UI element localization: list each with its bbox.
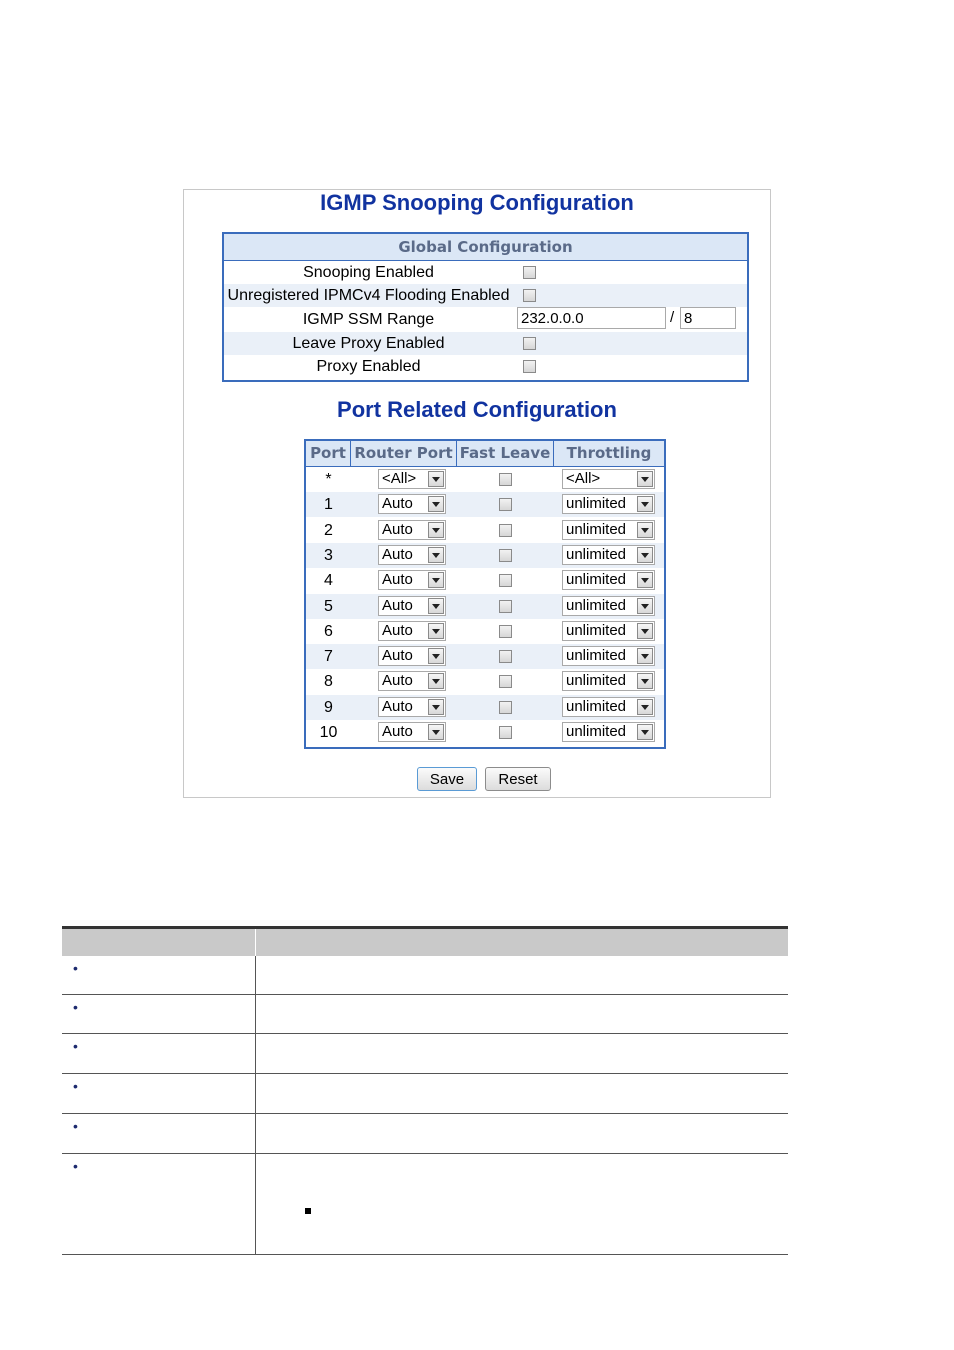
fast-leave-checkbox[interactable] [499,675,512,688]
port-number: 2 [324,521,333,539]
dropdown-arrow-icon[interactable] [428,522,444,538]
parameter-description-table [62,926,788,1255]
throttling-select[interactable] [562,596,655,616]
router-port-value: Auto [382,697,413,715]
dropdown-arrow-icon[interactable] [428,673,444,689]
dropdown-arrow-icon[interactable] [637,648,653,664]
bullet-icon: • [73,1038,78,1054]
router-port-value: Auto [382,596,413,614]
leave-proxy-label: Leave Proxy Enabled [292,335,445,352]
port-row [306,568,664,593]
global-configuration-header: Global Configuration [224,234,747,261]
dropdown-arrow-icon[interactable] [637,522,653,538]
leave-proxy-checkbox[interactable] [523,337,536,350]
dropdown-arrow-icon[interactable] [637,496,653,512]
col-port: Port [306,441,351,466]
dropdown-arrow-icon[interactable] [428,598,444,614]
unregistered-flooding-checkbox[interactable] [523,289,536,302]
col-router-port: Router Port [351,441,457,466]
router-port-value: Auto [382,571,413,589]
port-number: 6 [324,622,333,640]
port-configuration-table [304,439,666,749]
col-fast-leave: Fast Leave [457,441,554,466]
fast-leave-checkbox[interactable] [499,498,512,511]
port-row [306,644,664,669]
description-row [62,956,788,995]
port-row [306,695,664,720]
dropdown-arrow-icon[interactable] [637,673,653,689]
dropdown-arrow-icon[interactable] [428,547,444,563]
dropdown-arrow-icon[interactable] [637,547,653,563]
port-table-header [306,441,664,467]
description-row [62,995,788,1034]
port-config-title: Port Related Configuration [337,397,617,422]
port-number: 7 [324,648,333,666]
throttling-value: unlimited [566,723,627,740]
dropdown-arrow-icon[interactable] [428,648,444,664]
router-port-value: Auto [382,495,413,513]
fast-leave-checkbox[interactable] [499,549,512,562]
router-port-value: Auto [382,545,413,563]
port-row [306,669,664,694]
port-row [306,467,664,492]
dropdown-arrow-icon[interactable] [428,724,444,740]
description-table-header [62,926,788,956]
dropdown-arrow-icon[interactable] [637,724,653,740]
port-row [306,543,664,568]
port-row [306,720,664,745]
description-row [62,1154,788,1255]
snooping-enabled-label: Snooping Enabled [303,264,434,281]
throttling-value: unlimited [566,647,627,665]
dropdown-arrow-icon[interactable] [637,598,653,614]
port-row [306,594,664,619]
proxy-enabled-checkbox[interactable] [523,360,536,373]
unregistered-flooding-row [224,284,747,307]
bullet-icon: • [73,1118,78,1134]
ssm-range-mask-input[interactable]: 8 [680,307,736,329]
fast-leave-checkbox[interactable] [499,650,512,663]
throttling-select[interactable] [562,722,655,742]
throttling-select[interactable] [562,671,655,691]
throttling-value: unlimited [566,621,627,639]
proxy-enabled-label: Proxy Enabled [316,358,421,375]
fast-leave-checkbox[interactable] [499,524,512,537]
router-port-value: Auto [382,647,413,665]
col-throttling: Throttling [566,444,652,462]
throttling-value: <All> [566,470,601,487]
dropdown-arrow-icon[interactable] [637,623,653,639]
port-number: * [325,471,332,488]
port-row [306,518,664,543]
leave-proxy-row [224,332,747,355]
throttling-select[interactable] [562,545,655,565]
snooping-enabled-row [224,261,747,284]
ssm-range-slash: / [670,309,675,326]
router-port-value: Auto [382,621,413,639]
fast-leave-checkbox[interactable] [499,625,512,638]
proxy-enabled-row [224,355,747,378]
bullet-icon: • [73,1158,78,1174]
square-bullet-icon [305,1208,311,1214]
throttling-value: unlimited [566,571,627,589]
router-port-value: Auto [382,672,413,690]
throttling-select[interactable] [562,697,655,717]
router-port-value: <All> [382,470,417,487]
port-number: 4 [324,572,333,590]
port-number: 1 [324,496,333,514]
dropdown-arrow-icon[interactable] [637,699,653,715]
ssm-range-row [224,307,747,332]
unregistered-flooding-label: Unregistered IPMCv4 Flooding Enabled [227,287,510,304]
dropdown-arrow-icon[interactable] [428,572,444,588]
port-row [306,492,664,517]
router-port-select[interactable] [378,596,446,616]
ssm-range-ip-input[interactable]: 232.0.0.0 [517,307,666,329]
router-port-select[interactable] [378,697,446,717]
throttling-value: unlimited [566,520,627,538]
dropdown-arrow-icon[interactable] [637,572,653,588]
router-port-value: Auto [382,723,413,740]
router-port-select[interactable] [378,646,446,666]
global-configuration-table [222,232,749,382]
igmp-config-screenshot [183,189,771,798]
port-number: 3 [324,546,333,564]
throttling-select[interactable] [562,621,655,641]
reset-button[interactable]: Reset [485,767,551,791]
fast-leave-checkbox[interactable] [499,701,512,714]
throttling-value: unlimited [566,545,627,563]
bullet-icon: • [73,960,78,976]
bullet-icon: • [73,999,78,1015]
bullet-icon: • [73,1078,78,1094]
throttling-value: unlimited [566,672,627,690]
description-row [62,1074,788,1114]
description-row [62,1114,788,1154]
description-row [62,1034,788,1074]
router-port-select[interactable] [378,469,446,489]
ssm-range-label: IGMP SSM Range [302,311,435,328]
fast-leave-checkbox[interactable] [499,600,512,613]
router-port-select[interactable] [378,671,446,691]
snooping-enabled-checkbox[interactable] [523,266,536,279]
router-port-select[interactable] [378,520,446,540]
page-title: IGMP Snooping Configuration [320,190,634,215]
dropdown-arrow-icon[interactable] [428,699,444,715]
router-port-select[interactable] [378,570,446,590]
port-row [306,619,664,644]
throttling-select[interactable] [562,469,655,489]
port-number: 9 [324,698,333,716]
port-number: 5 [324,597,333,615]
dropdown-arrow-icon[interactable] [428,623,444,639]
throttling-value: unlimited [566,596,627,614]
dropdown-arrow-icon[interactable] [428,471,444,487]
fast-leave-checkbox[interactable] [499,473,512,486]
port-number: 10 [319,724,338,741]
dropdown-arrow-icon[interactable] [637,471,653,487]
throttling-select[interactable] [562,570,655,590]
fast-leave-checkbox[interactable] [499,726,512,739]
router-port-select[interactable] [378,545,446,565]
dropdown-arrow-icon[interactable] [428,496,444,512]
throttling-select[interactable] [562,646,655,666]
throttling-value: unlimited [566,697,627,715]
router-port-value: Auto [382,520,413,538]
router-port-select[interactable] [378,494,446,514]
throttling-select[interactable] [562,520,655,540]
port-number: 8 [324,673,333,691]
save-button[interactable]: Save [417,767,477,791]
router-port-select[interactable] [378,722,446,742]
throttling-value: unlimited [566,495,627,513]
fast-leave-checkbox[interactable] [499,574,512,587]
throttling-select[interactable] [562,494,655,514]
router-port-select[interactable] [378,621,446,641]
